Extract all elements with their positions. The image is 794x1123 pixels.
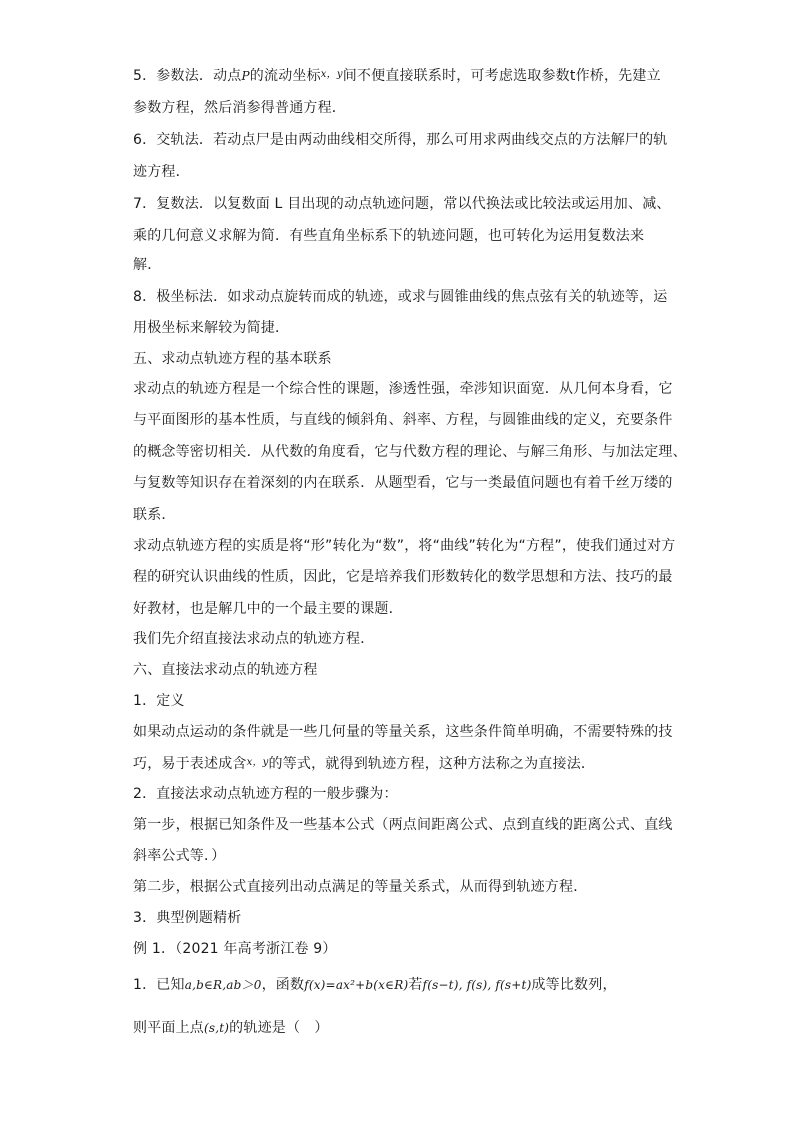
text-line-25: 第一步，根据已知条件及一些基本公式（两点间距离公式、点到直线的距离公式、直线: [133, 817, 673, 833]
text-line-8: 8．极坐标法．如求动点旋转而成的轨迹，或求与圆锥曲线的焦点弦有关的轨迹等，运: [133, 289, 668, 305]
text-line-1: [133, 66, 661, 85]
q1-line2-prefix: 则平面上点: [133, 1020, 204, 1036]
line-1-suffix: 间不便直接联系时，可考虑选取参数t作桥，先建立: [342, 68, 661, 84]
text-line-13: 的概念等密切相关．从代数的角度看，它与代数方程的理论、与解三角形、与加法定理、: [133, 444, 687, 460]
text-line-5: 7．复数法．以复数面 L 目出现的动点轨迹问题，常以代换法或比较法或运用加、减、: [133, 196, 671, 212]
text-line-4: 迹方程．: [133, 164, 190, 180]
line-1-prefix: 5．参数法．动点: [133, 68, 242, 84]
text-line-14: 与复数等知识存在着深刻的内在联系．从题型看，它与一类最值问题也有着千丝万缕的: [133, 475, 673, 491]
subheading-steps: 2．直接法求动点轨迹方程的一般步骤为：: [133, 786, 398, 802]
text-line-23: [133, 754, 595, 773]
text-line-26: 斜率公式等．）: [133, 848, 226, 864]
text-line-17: 程的研究认识曲线的性质，因此，它是培养我们形数转化的数学思想和方法、技巧的最: [133, 569, 673, 585]
line-23-suffix: 的等式，就得到轨迹方程，这种方法称之为直接法．: [268, 756, 596, 772]
q1-suffix: 成等比数列，: [531, 977, 617, 993]
section-heading-5: 五、求动点轨迹方程的基本联系: [133, 351, 332, 367]
text-line-19: 我们先介绍直接法求动点的轨迹方程．: [133, 631, 375, 647]
text-line-16: 求动点轨迹方程的实质是将“形”转化为“数”，将“曲线”转化为“方程”，使我们通过对方: [133, 538, 676, 554]
q1-mid: ，函数: [261, 977, 305, 993]
text-line-22: 如果动点运动的条件就是一些几何量的等量关系，这些条件简单明确，不需要特殊的技: [133, 724, 673, 740]
math-condition: a,b∈R,ab＞0: [184, 978, 262, 992]
q1-mid2: 若: [408, 977, 423, 993]
math-sequence: f(s−t), f(s), f(s+t): [422, 978, 532, 992]
example-1-title: 例 1．（2021 年高考浙江卷 9）: [133, 941, 337, 957]
math-point: (s,t): [204, 1021, 230, 1035]
subheading-definition: 1．定义: [133, 693, 185, 709]
text-line-11: 求动点的轨迹方程是一个综合性的课题，渗透性强，牵涉知识面宽．从几何本身看，它: [133, 381, 673, 397]
math-function: f(x)=ax²+b(x∈R): [304, 978, 409, 992]
text-line-12: 与平面图形的基本性质，与直线的倾斜角、斜率、方程，与圆锥曲线的定义，充要条件: [133, 412, 673, 428]
text-line-7: 解．: [133, 257, 162, 273]
text-line-2: 参数方程，然后消参得普通方程．: [133, 100, 346, 116]
text-line-9: 用极坐标来解较为简捷．: [133, 320, 290, 336]
subheading-examples: 3．典型例题精析: [133, 910, 242, 926]
q1-line2-suffix: 的轨迹是（ ）: [229, 1020, 329, 1036]
line-1-mid: 的流动坐标: [249, 68, 321, 84]
question-1-line-2: [133, 1019, 329, 1037]
text-line-18: 好教材，也是解几中的一个最主要的课题．: [133, 601, 403, 617]
question-1-line-1: [133, 976, 617, 994]
math-var-xy: x，y: [320, 69, 343, 80]
q1-prefix: 1．已知: [133, 977, 185, 993]
line-23-prefix: 巧，易于表述成含: [133, 756, 247, 772]
text-line-6: 乘的几何意义求解为简．有些直角坐标系下的轨迹问题，也可转化为运用复数法来: [133, 228, 645, 244]
section-heading-6: 六、直接法求动点的轨迹方程: [133, 662, 318, 678]
text-line-15: 联系．: [133, 507, 176, 523]
math-var-p: P: [241, 69, 250, 83]
text-line-3: 6．交轨法．若动点尸是由两动曲线相交所得，那么可用求两曲线交点的方法解尸的轨: [133, 132, 668, 148]
text-line-27: 第二步，根据公式直接列出动点满足的等量关系式，从而得到轨迹方程．: [133, 879, 588, 895]
math-var-xy: x，y: [246, 757, 269, 768]
